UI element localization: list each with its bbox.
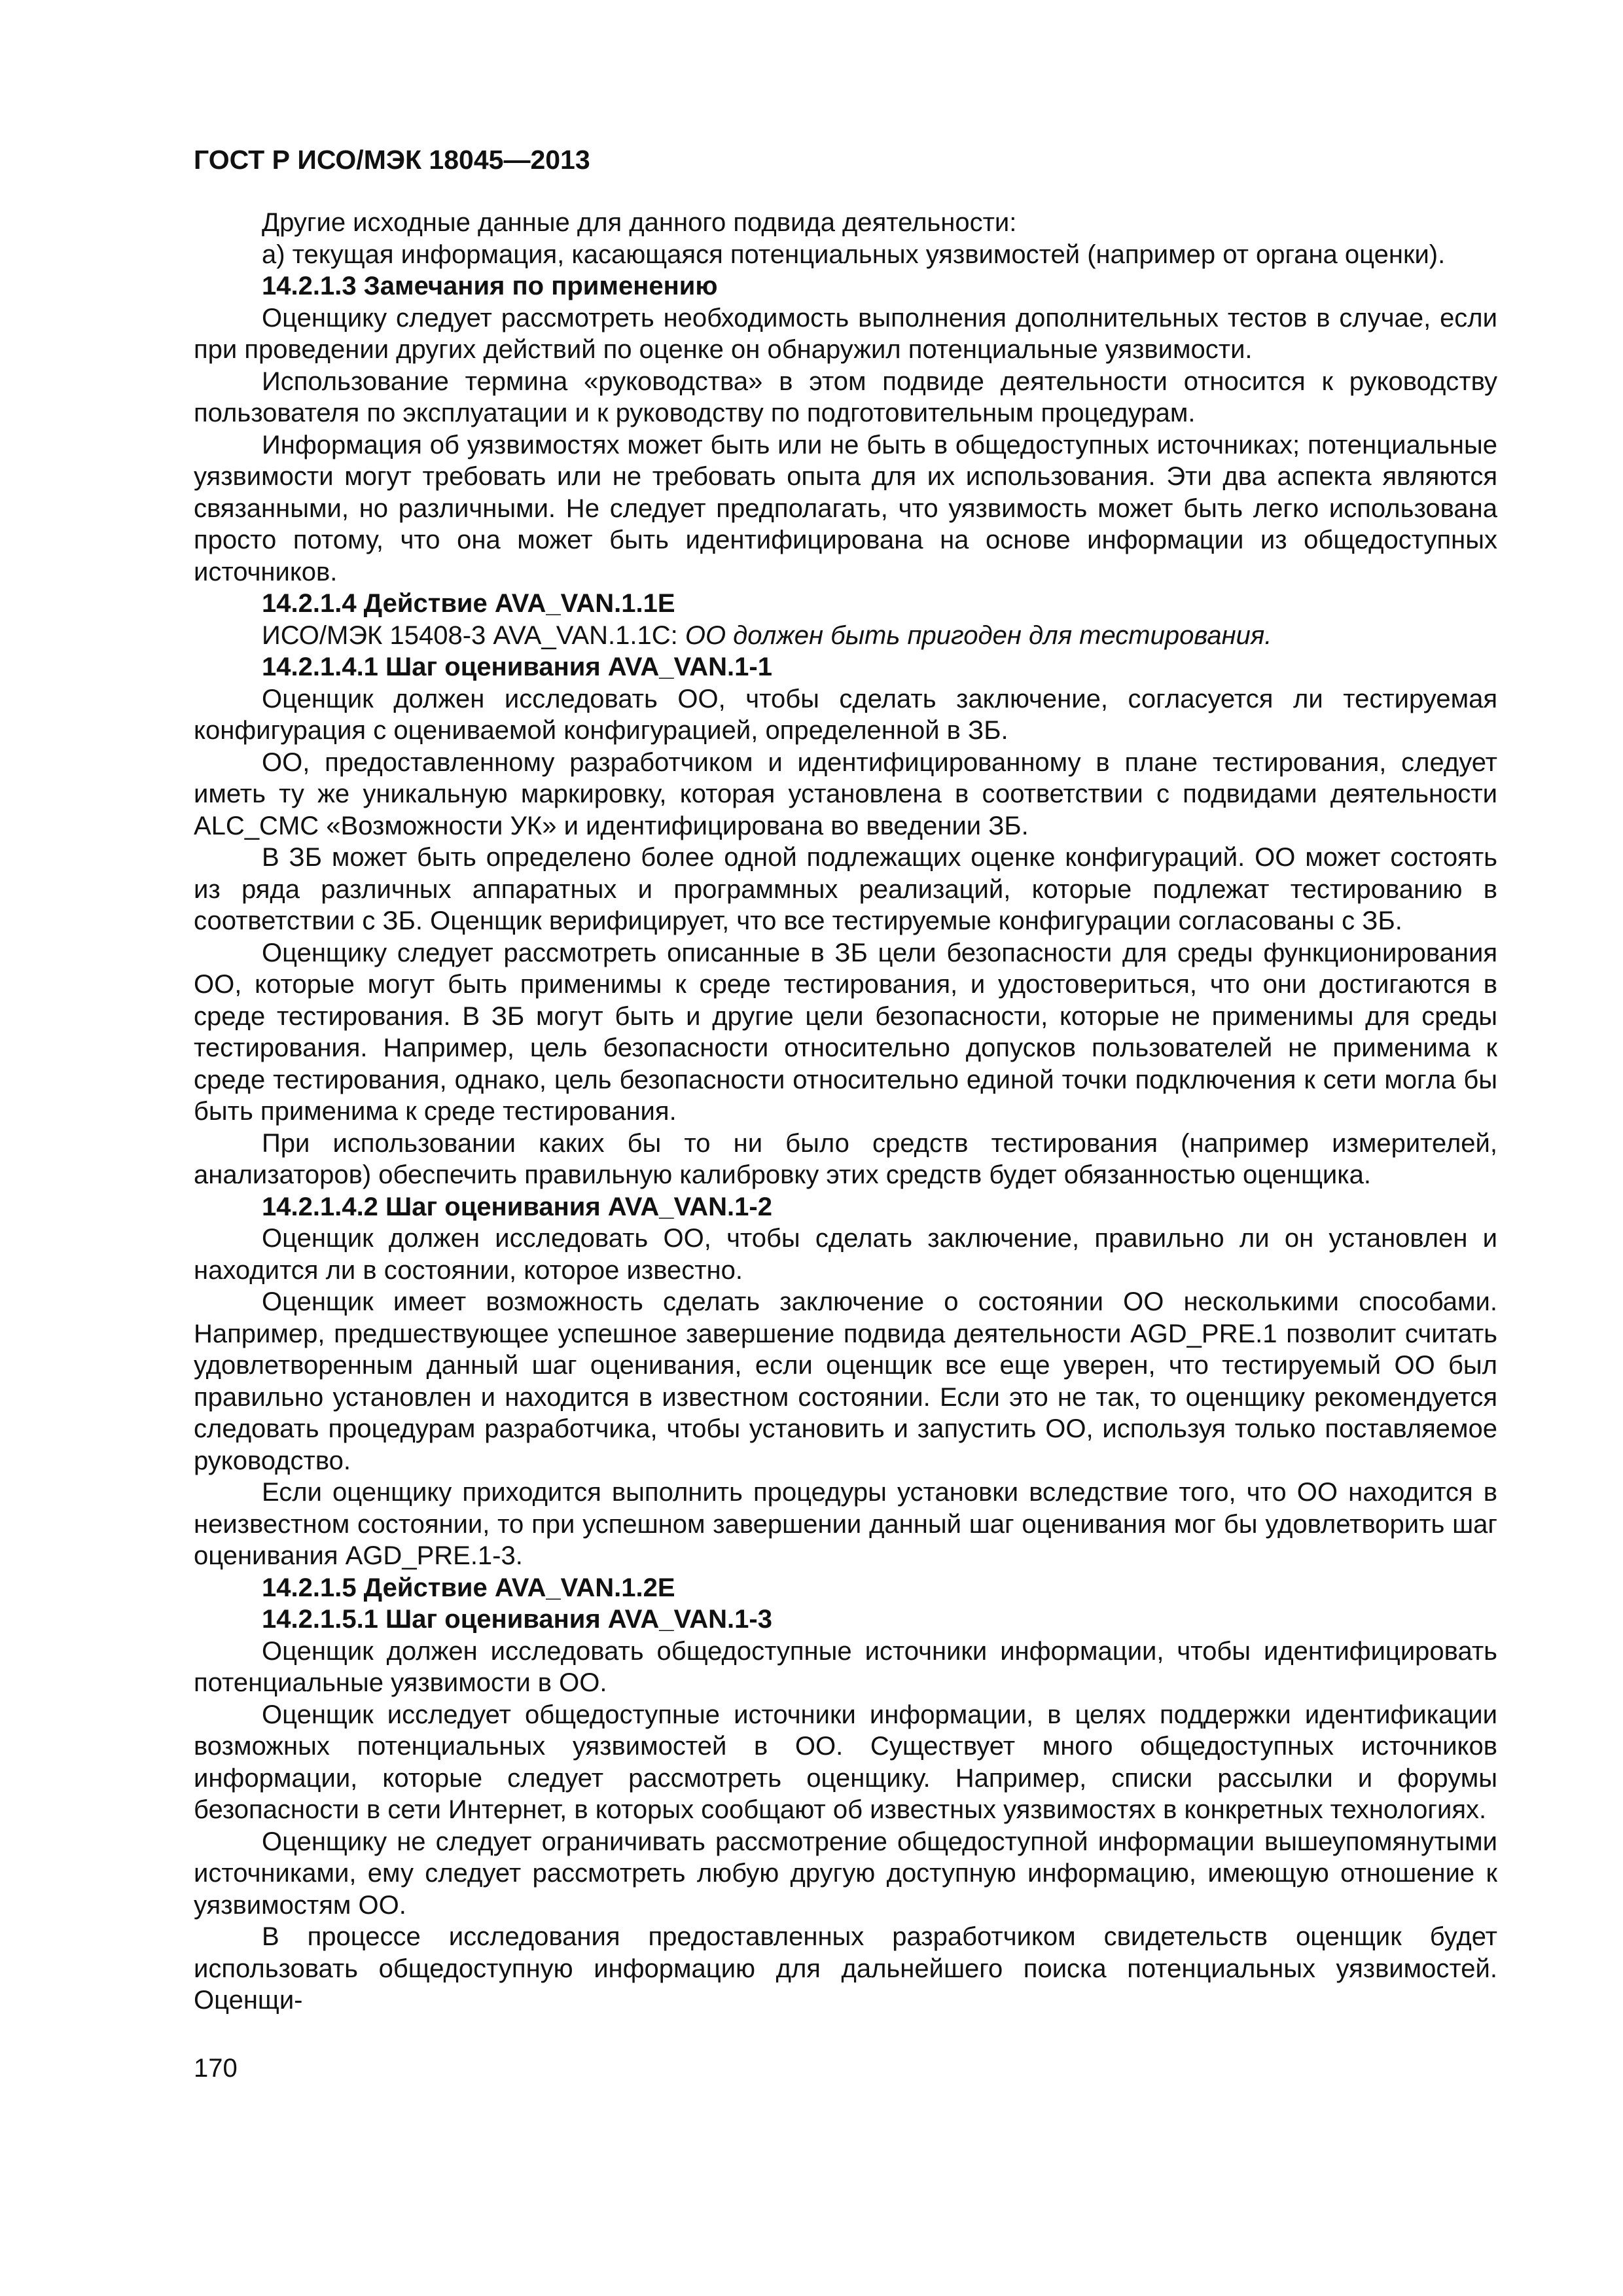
paragraph: При использовании каких бы то ни было средств тестирования (например измерителей, анализаторов) обеспечить правильную калибровку этих средств будет обязанностью оценщика. xyxy=(194,1128,1497,1189)
paragraph: Использование термина «руководства» в этом подвиде деятельности относится к руководству пользователя по эксплуатации и к руководству по подготовительным процедурам. xyxy=(194,367,1497,427)
requirement-text: ОО должен быть пригоден для тестирования. xyxy=(685,620,1272,650)
paragraph: Оценщик исследует общедоступные источники информации, в целях поддержки идентификации возможных потенциальных уязвимостей в ОО. Существует много общедоступных источников информации, которые следует рассмотреть оценщику. Например, списки рассылки и форумы безопасности в сети Интернет, в которых сообщают об известных уязвимостях в конкретных технологиях. xyxy=(194,1700,1497,1824)
section-heading: 14.2.1.5 Действие AVA_VAN.1.2E xyxy=(262,1573,675,1602)
paragraph: ОО, предоставленному разработчиком и идентифицированному в плане тестирования, следует иметь ту же уникальную маркировку, которая установлена в соответствии с подвидами деятельности ALC_CMC «Возможности УК» и идентифицирована во введении ЗБ. xyxy=(194,747,1497,840)
section-heading: 14.2.1.4.1 Шаг оценивания AVA_VAN.1-1 xyxy=(262,653,772,681)
paragraph xyxy=(194,620,1497,652)
paragraph: Оценщик должен исследовать ОО, чтобы сделать заключение, согласуется ли тестируемая конфигурация с оцениваемой конфигурацией, определенной в ЗБ. xyxy=(194,684,1497,745)
paragraph: Если оценщику приходится выполнить процедуры установки вследствие того, что ОО находится в неизвестном состоянии, то при успешном завершении данный шаг оценивания мог бы удовлетворить шаг оценивания AGD_PRE.1-3. xyxy=(194,1478,1497,1570)
paragraph: Оценщику следует рассмотреть описанные в ЗБ цели безопасности для среды функционирования ОО, которые могут быть применимы к среде тестирования, и удостовериться, что они достигаются в среде тестирования. В ЗБ могут быть и другие цели безопасности, которые не применимы для среды тестирования. Например, цель безопасности относительно допусков пользователей не применима к среде тестирования, однако, цель безопасности относительно единой точки подключения к сети могла бы быть применима к среде тестирования. xyxy=(194,938,1497,1126)
document-page xyxy=(194,144,1497,2017)
section-heading: 14.2.1.3 Замечания по применению xyxy=(262,272,718,300)
paragraph: Оценщику не следует ограничивать рассмотрение общедоступной информации вышеупомянутыми источниками, ему следует рассмотреть любую другую доступную информацию, имеющую отношение к уязвимостям ОО. xyxy=(194,1827,1497,1920)
section-heading: 14.2.1.4.2 Шаг оценивания AVA_VAN.1-2 xyxy=(262,1192,772,1221)
section-heading: 14.2.1.5.1 Шаг оценивания AVA_VAN.1-3 xyxy=(262,1605,772,1634)
section-heading: 14.2.1.4 Действие AVA_VAN.1.1E xyxy=(262,589,675,618)
paragraph: В процессе исследования предоставленных разработчиком свидетельств оценщик будет использовать общедоступную информацию для дальнейшего поиска потенциальных уязвимостей. Оценщи- xyxy=(194,1922,1497,2015)
page-number: 170 xyxy=(194,2054,238,2083)
paragraph: Информация об уязвимостях может быть или не быть в общедоступных источниках; потенциальные уязвимости могут требовать или не требовать опыта для их использования. Эти два аспекта являются связанными, но различными. Не следует предполагать, что уязвимость может быть легко использована просто потому, что она может быть идентифицирована на основе информации из общедоступных источников. xyxy=(194,430,1497,586)
paragraph: а) текущая информация, касающаяся потенциальных уязвимостей (например от органа оценки). xyxy=(262,240,1446,269)
paragraph: Другие исходные данные для данного подвида деятельности: xyxy=(262,208,1017,237)
paragraph: Оценщик имеет возможность сделать заключение о состоянии ОО несколькими способами. Например, предшествующее успешное завершение подвида деятельности AGD_PRE.1 позволит считать удовлетворенным данный шаг оценивания, если оценщик все еще уверен, что тестируемый ОО был правильно установлен и находится в известном состоянии. Если это не так, то оценщику рекомендуется следовать процедурам разработчика, чтобы установить и запустить ОО, используя только поставляемое руководство. xyxy=(194,1287,1497,1475)
standard-reference: ИСО/МЭК 15408-3 AVA_VAN.1.1C: xyxy=(262,620,685,650)
paragraph: Оценщик должен исследовать ОО, чтобы сделать заключение, правильно ли он установлен и находится ли в состоянии, которое известно. xyxy=(194,1224,1497,1285)
paragraph: В ЗБ может быть определено более одной подлежащих оценке конфигураций. ОО может состоять из ряда различных аппаратных и программных реализаций, которые подлежат тестированию в соответствии с ЗБ. Оценщик верифицирует, что все тестируемые конфигурации согласованы с ЗБ. xyxy=(194,843,1497,935)
document-header: ГОСТ Р ИСО/МЭК 18045—2013 xyxy=(194,145,590,175)
paragraph: Оценщик должен исследовать общедоступные источники информации, чтобы идентифицировать потенциальные уязвимости в ОО. xyxy=(194,1636,1497,1697)
paragraph: Оценщику следует рассмотреть необходимость выполнения дополнительных тестов в случае, если при проведении других действий по оценке он обнаружил потенциальные уязвимости. xyxy=(194,303,1497,364)
